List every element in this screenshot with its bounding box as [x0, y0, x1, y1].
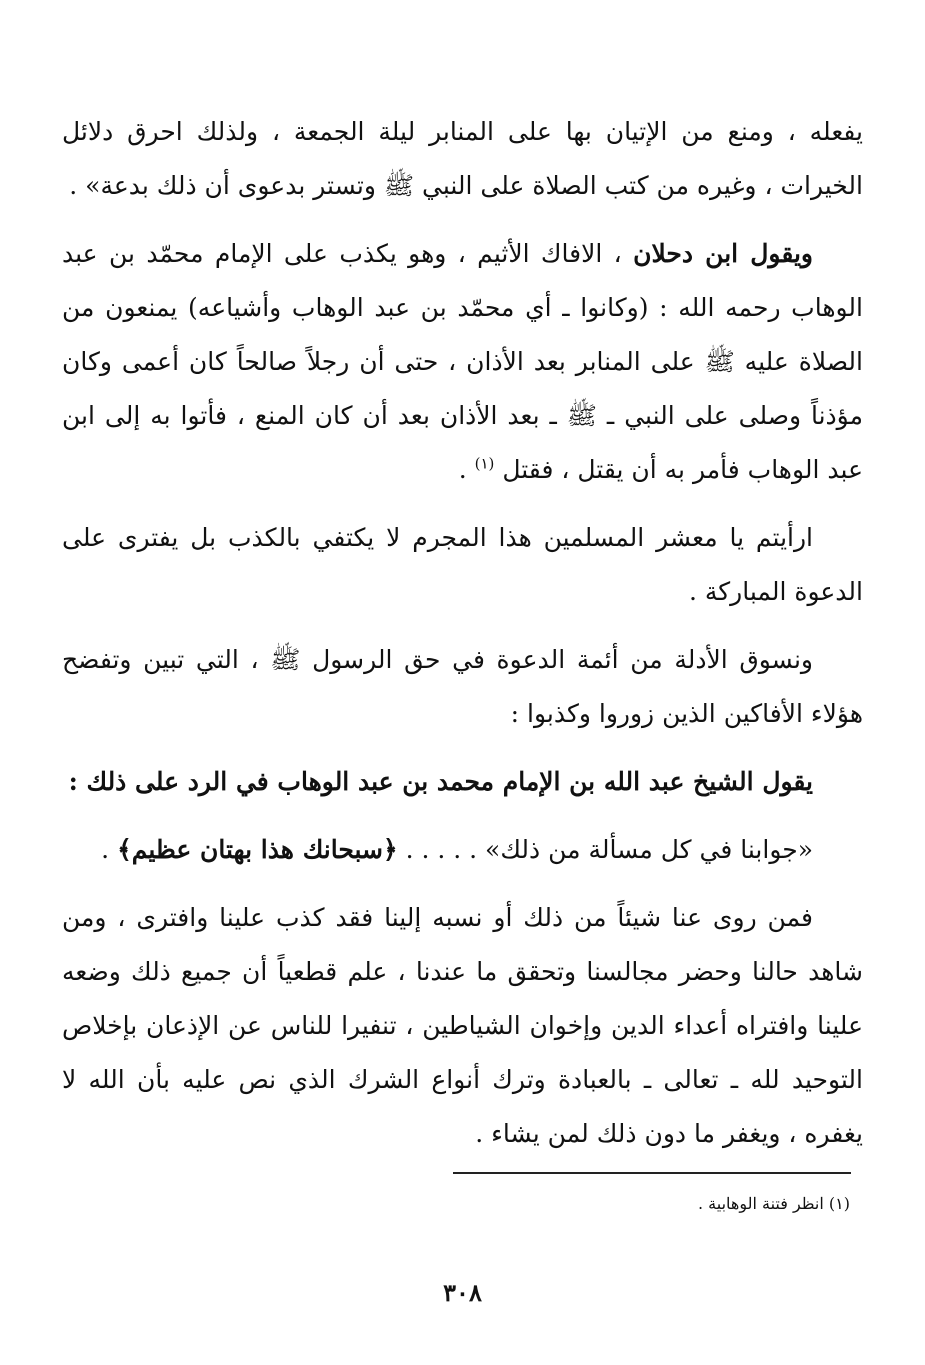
paragraph-4 [62, 633, 863, 741]
paragraph-1-text: يفعله ، ومنع من الإتيان بها على المنابر ليلة الجمعة ، ولذلك احرق دلائل الخيرات ، وغيره من كتب الصلاة على النبي ﷺ وتستر بدعوى أن ذلك بدعة» . [62, 117, 863, 200]
paragraph-6 [62, 823, 863, 877]
footnote-marker: (١) [474, 454, 495, 473]
paragraph-5-text: يقول الشيخ عبد الله بن الإمام محمد بن عبد الوهاب في الرد على ذلك : [68, 767, 813, 796]
paragraph-7 [62, 891, 863, 1161]
paragraph-2 [62, 227, 863, 497]
paragraph-1 [62, 105, 863, 213]
paragraph-2-text: ، الافاك الأثيم ، وهو يكذب على الإمام محمّد بن عبد الوهاب رحمه الله : (وكانوا ـ أي محمّد بن عبد الوهاب وأشياعه) يمنعون من الصلاة عليه ﷺ على المنابر بعد الأذان ، حتى أن رجلاً صالحاً كان أعمى وكان مؤذناً وصلى على النبي ـ ﷺ ـ بعد الأذان بعد أن كان المنع ، فأتوا به إلى ابن عبد الوهاب فأمر به أن يقتل ، فقتل [62, 239, 863, 484]
paragraph-6-end: . [101, 835, 118, 864]
paragraph-3-text: ارأيتم يا معشر المسلمين هذا المجرم لا يكتفي بالكذب بل يفترى على الدعوة المباركة . [62, 523, 863, 606]
page-number: ٣٠٨ [443, 1278, 482, 1307]
paragraph-7-text: فمن روى عنا شيئاً من ذلك أو نسبه إلينا فقد كذب علينا وافترى ، ومن شاهد حالنا وحضر مجالسنا وتحقق ما عندنا ، علم قطعياً أن جميع ذلك وضعه علينا وافتراه أعداء الدين وإخوان الشياطين ، تنفيرا للناس عن الإذعان بإخلاص التوحيد لله ـ تعالى ـ بالعبادة وترك أنواع الشرك الذي نص عليه بأن الله لا يغفره ، ويغفر ما دون ذلك لمن يشاء . [62, 903, 863, 1148]
paragraph-4-text: ونسوق الأدلة من أئمة الدعوة في حق الرسول ﷺ ، التي تبين وتفضح هؤلاء الأفاكين الذين زوروا وكذبوا : [62, 645, 863, 728]
paragraph-5 [62, 755, 863, 809]
body-text [62, 105, 863, 1175]
footnote: (١) انظر فتنة الوهابية . [697, 1194, 850, 1213]
paragraph-2-end: . [458, 455, 475, 484]
footnote-divider [453, 1172, 851, 1174]
paragraph-2-lead: ويقول ابن دحلان [633, 239, 814, 268]
paragraph-6-text: «جوابنا في كل مسألة من ذلك» . . . . . [397, 835, 813, 864]
quran-verse: ﴿سبحانك هذا بهتان عظيم﴾ [117, 835, 398, 864]
paragraph-3 [62, 511, 863, 619]
